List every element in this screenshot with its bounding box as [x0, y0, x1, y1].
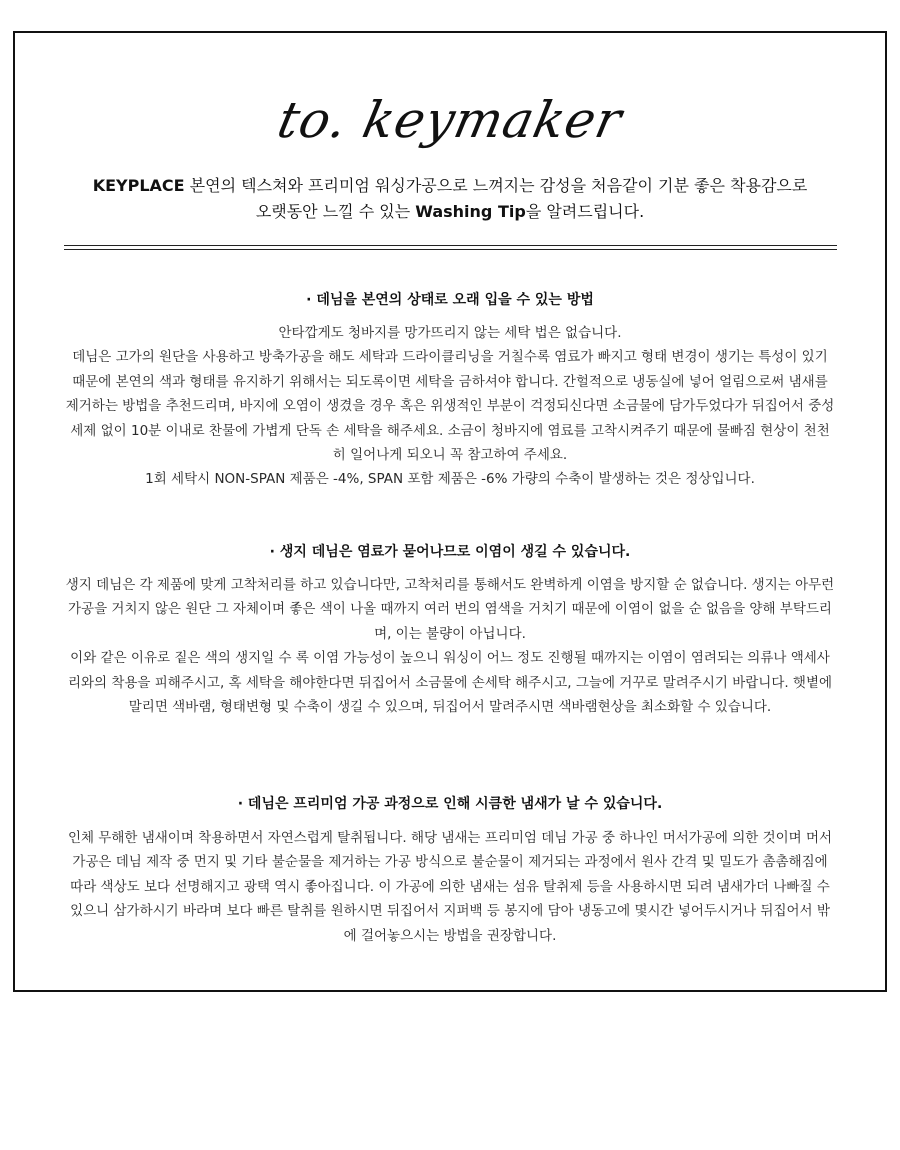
section-body-dye-transfer	[65, 573, 835, 719]
intro-line-2-start: 오랫동안 느낄 수 있는	[255, 202, 416, 221]
section-paragraph: 데님은 고가의 원단을 사용하고 방축가공을 해도 세탁과 드라이클리닝을 거칠수록 염료가 빠지고 형태 변경이 생기는 특성이 있기 때문에 본연의 색과 형태를 유지하기 위해서는 되도록이면 세탁을 금하셔야 합니다. 간헐적으로 냉동실에 넣어 얼림으로써 냄새를 제거하는 방법을 추천드리며, 바지에 오염이 생겼을 경우 혹은 위생적인 부분이 걱정되신다면 소금물에 담가두었다가 뒤집어서 중성세제 없이 10분 이내로 찬물에 가볍게 단독 손 세탁을 해주세요. 소금이 청바지에 염료를 고착시켜주기 때문에 물빠짐 현상이 천천히 일어나게 되오니 꼭 참고하여 주세요.	[65, 349, 835, 464]
section-heading-care: · 데님을 본연의 상태로 오래 입을 수 있는 방법	[306, 292, 594, 308]
section-paragraph: 이와 같은 이유로 짙은 색의 생지일 수 록 이염 가능성이 높으니 워싱이 어느 정도 진행될 때까지는 이염이 염려되는 의류나 액세사리와의 착용을 피해주시고, 혹 세탁을 해야한다면 뒤집어서 소금물에 손세탁 해주시고, 그늘에 거꾸로 말려주시기 바랍니다. 햇볕에 말리면 색바램, 형태변형 및 수축이 생길 수 있으며, 뒤집어서 말려주시면 색바램현상을 최소화할 수 있습니다.	[67, 650, 833, 716]
header-divider-top	[64, 245, 837, 246]
intro-brand: KEYPLACE	[92, 176, 185, 195]
section-paragraph: 생지 데님은 각 제품에 맞게 고착처리를 하고 있습니다만, 고착처리를 통해서도 완벽하게 이염을 방지할 순 없습니다. 생지는 아무런 가공을 거치지 않은 원단 그 자체이며 좋은 색이 나올 때까지 여러 번의 염색을 거치기 때문에 이염이 없을 순 없음을 양해 부탁드리며, 이는 불량이 아닙니다.	[65, 577, 835, 642]
content-frame	[13, 31, 887, 992]
section-paragraph: 안타깝게도 청바지를 망가뜨리지 않는 세탁 법은 없습니다.	[278, 325, 622, 341]
intro-text	[55, 173, 845, 225]
brand-title: to. keymaker	[272, 91, 628, 149]
section-heading-dye-transfer: · 생지 데님은 염료가 묻어나므로 이염이 생길 수 있습니다.	[269, 544, 631, 560]
section-paragraph: 인체 무해한 냄새이며 착용하면서 자연스럽게 탈취됩니다. 해당 냄새는 프리미엄 데님 가공 중 하나인 머서가공에 의한 것이며 머서가공은 데님 제작 중 먼지 및 기타 불순물을 제거하는 가공 방식으로 불순물이 제거되는 과정에서 원사 간격 및 밀도가 촘촘해짐에 따라 색상도 보다 선명해지고 광택 역시 좋아집니다. 이 가공에 의한 냄새는 섬유 탈취제 등을 사용하시면 되려 냄새가더 나빠질 수 있으니 삼가하시기 바라며 보다 빠른 탈취를 원하시면 뒤집어서 지퍼백 등 봉지에 담아 냉동고에 몇시간 넣어두시거나 뒤집어서 밖에 걸어놓으시는 방법을 권장합니다.	[67, 830, 833, 944]
header-divider-bottom	[64, 249, 837, 250]
section-paragraph: 1회 세탁시 NON-SPAN 제품은 -4%, SPAN 포함 제품은 -6% 가량의 수축이 발생하는 것은 정상입니다.	[145, 471, 755, 488]
section-heading-odor: · 데님은 프리미엄 가공 과정으로 인해 시큼한 냄새가 날 수 있습니다.	[237, 796, 663, 812]
section-body-odor	[65, 826, 835, 948]
section-body-care	[65, 321, 835, 492]
intro-line-1: 본연의 텍스쳐와 프리미엄 워싱가공으로 느껴지는 감성을 처음같이 기분 좋은 착용감으로	[184, 176, 808, 195]
intro-line-2-end: 을 알려드립니다.	[525, 202, 645, 221]
intro-washing-tip: Washing Tip	[415, 202, 526, 221]
